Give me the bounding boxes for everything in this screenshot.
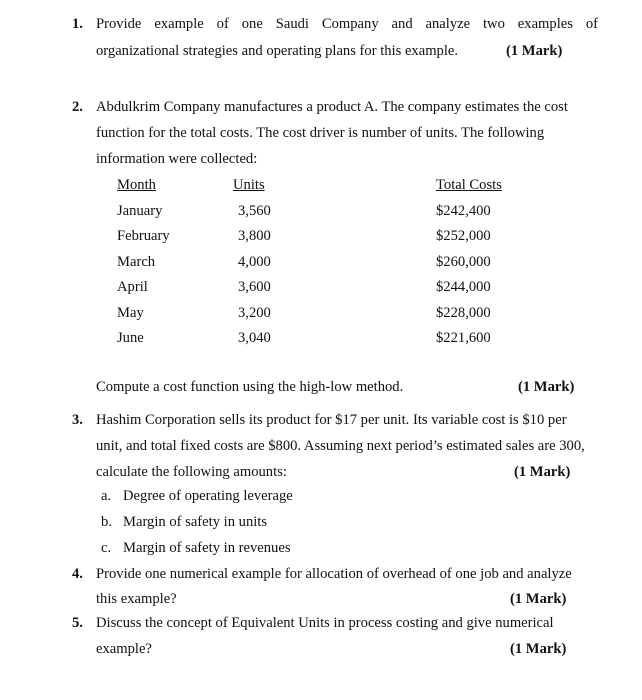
question-5-mark: (1 Mark) bbox=[510, 641, 567, 657]
question-4-line-2: this example? bbox=[96, 591, 177, 607]
table-cell-units: 3,600 bbox=[238, 279, 271, 296]
question-2-compute: Compute a cost function using the high-low method. bbox=[96, 379, 404, 395]
table-header-total-costs: Total Costs bbox=[436, 177, 502, 193]
table-cell-month: April bbox=[117, 279, 148, 296]
question-2-line-3: information were collected: bbox=[96, 151, 258, 167]
question-1-word: one bbox=[241, 16, 263, 32]
question-1-word: of bbox=[216, 16, 229, 32]
question-1-word: of bbox=[585, 16, 598, 32]
table-cell-total-costs: $252,000 bbox=[436, 228, 491, 245]
question-1-word: examples bbox=[517, 16, 573, 32]
question-1-word: example bbox=[154, 16, 204, 32]
question-3-item-c-letter: c. bbox=[101, 540, 112, 556]
table-cell-month: May bbox=[117, 304, 144, 321]
question-1-word: Saudi bbox=[275, 16, 309, 32]
question-5-number: 5. bbox=[72, 615, 83, 631]
question-3-line-3: calculate the following amounts: bbox=[96, 464, 287, 480]
question-3-item-c-text: Margin of safety in revenues bbox=[123, 540, 291, 556]
table-cell-total-costs: $221,600 bbox=[436, 330, 491, 346]
table-cell-month: March bbox=[117, 253, 156, 270]
table-cell-total-costs: $242,400 bbox=[436, 203, 491, 219]
question-4-line-1: Provide one numerical example for allocation of overhead of one job and analyze bbox=[96, 566, 572, 582]
question-1-number: 1. bbox=[72, 16, 83, 32]
question-3-number: 3. bbox=[72, 412, 83, 428]
table-cell-total-costs: $260,000 bbox=[436, 253, 491, 270]
question-1-word: Company bbox=[321, 16, 379, 32]
question-1-word: Provide bbox=[96, 16, 142, 32]
question-5-line-2: example? bbox=[96, 641, 152, 657]
table-cell-units: 3,560 bbox=[238, 203, 271, 219]
question-1-mark: (1 Mark) bbox=[506, 43, 563, 59]
table-cell-month: February bbox=[117, 228, 170, 245]
question-2-line-1: Abdulkrim Company manufactures a product A. The company estimates the cost bbox=[96, 99, 568, 115]
question-3-mark: (1 Mark) bbox=[514, 464, 571, 480]
table-header-month: Month bbox=[117, 177, 156, 193]
table-cell-units: 3,200 bbox=[238, 304, 271, 321]
question-4-number: 4. bbox=[72, 566, 83, 582]
table-cell-units: 4,000 bbox=[238, 253, 271, 270]
table-header-units: Units bbox=[233, 177, 265, 193]
table-cell-units: 3,800 bbox=[238, 228, 271, 245]
question-5-line-1: Discuss the concept of Equivalent Units in process costing and give numerical bbox=[96, 615, 554, 631]
question-3-line-2: unit, and total fixed costs are $800. Assuming next period’s estimated sales are 300, bbox=[96, 438, 585, 454]
question-3-item-a-letter: a. bbox=[101, 488, 112, 504]
question-3-item-b-text: Margin of safety in units bbox=[123, 514, 268, 530]
question-1-line-2: organizational strategies and operating plans for this example. bbox=[96, 43, 459, 59]
question-1-word: analyze bbox=[425, 16, 471, 32]
question-1-word: two bbox=[483, 16, 505, 32]
question-1-word: and bbox=[391, 16, 413, 32]
question-2-mark: (1 Mark) bbox=[518, 379, 575, 395]
question-3-item-a-text: Degree of operating leverage bbox=[123, 488, 293, 504]
question-2-number: 2. bbox=[72, 99, 83, 115]
table-cell-month: January bbox=[117, 203, 163, 219]
table-cell-units: 3,040 bbox=[238, 330, 271, 346]
question-2-line-2: function for the total costs. The cost driver is number of units. The following bbox=[96, 125, 545, 141]
question-3-line-1: Hashim Corporation sells its product for $17 per unit. Its variable cost is $10 per bbox=[96, 412, 567, 428]
table-cell-total-costs: $228,000 bbox=[436, 304, 491, 321]
table-cell-month: June bbox=[117, 330, 144, 346]
question-4-mark: (1 Mark) bbox=[510, 591, 567, 607]
question-3-item-b-letter: b. bbox=[101, 514, 112, 530]
table-cell-total-costs: $244,000 bbox=[436, 279, 491, 296]
